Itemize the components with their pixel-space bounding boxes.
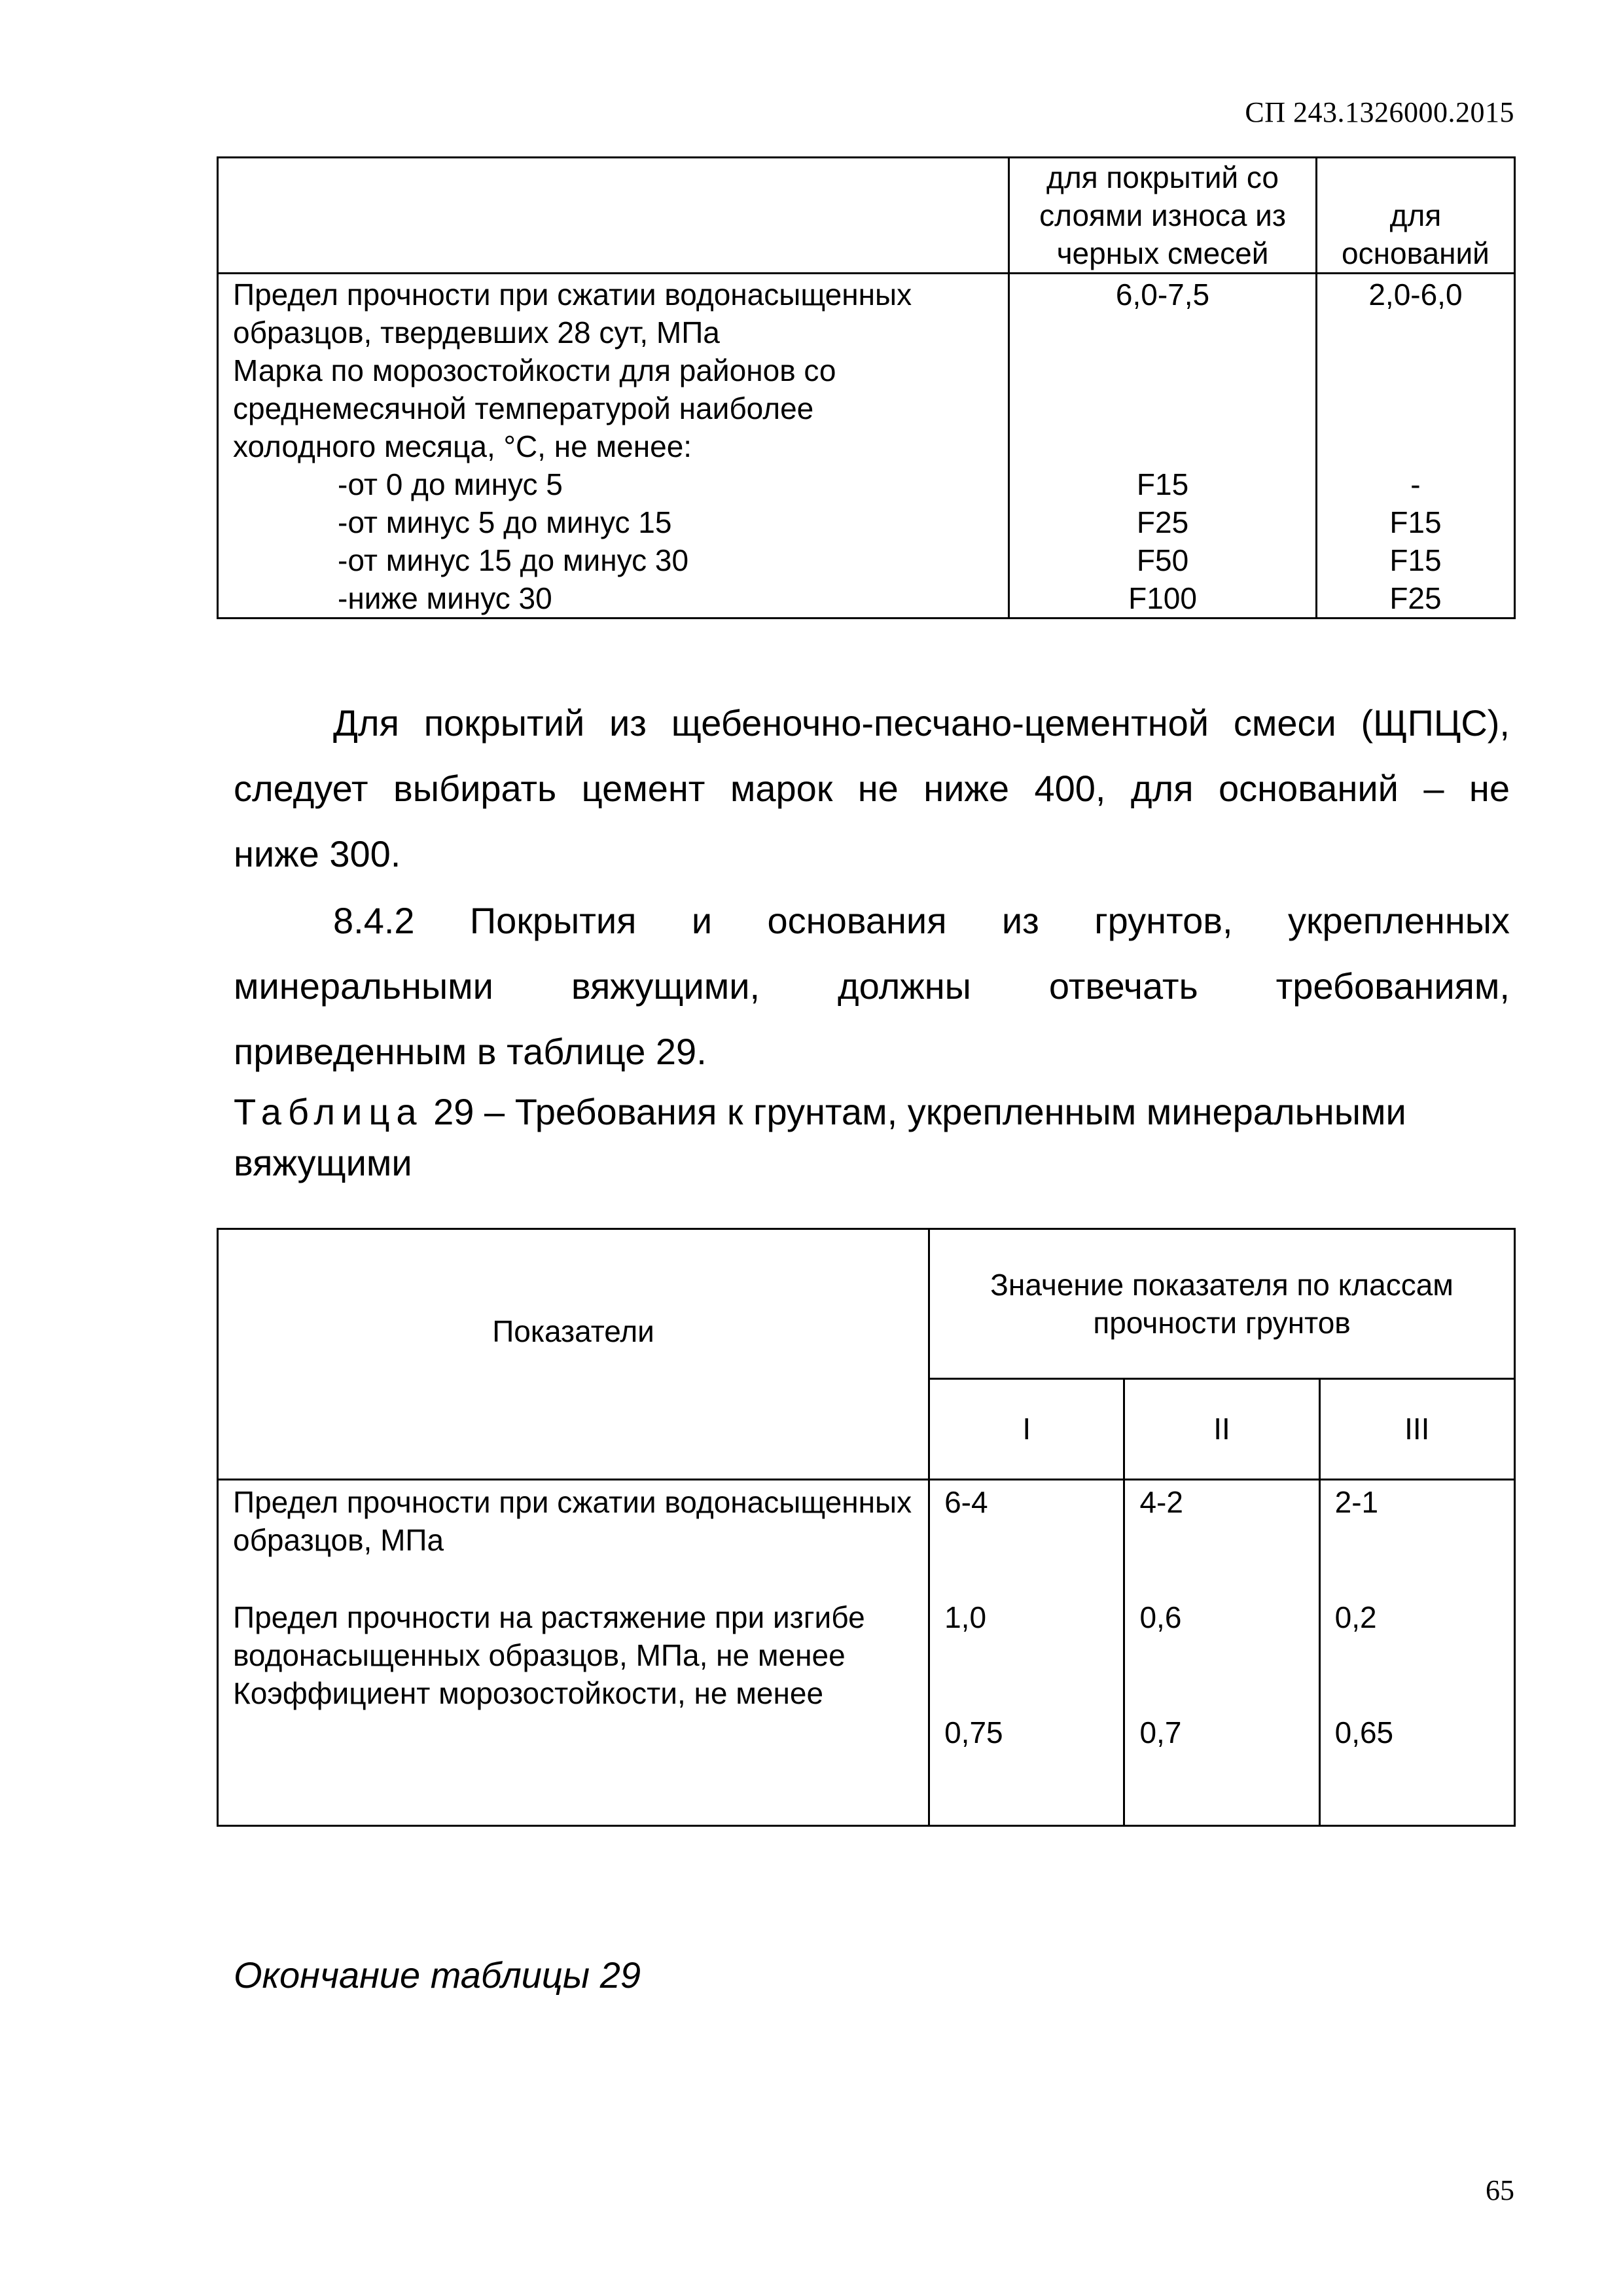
value: 0,75: [944, 1715, 1003, 1749]
indicator-name: Коэффициент морозостойкости, не менее: [233, 1676, 824, 1710]
table-29-continuation-label: Окончание таблицы 29: [234, 1954, 641, 1996]
indicator-cell: [218, 274, 1009, 619]
value: F15: [1389, 505, 1442, 539]
indicator-name: Предел прочности при сжатии водонасыщенных образцов, МПа: [233, 1485, 912, 1557]
value: 2,0-6,0: [1368, 278, 1463, 312]
value: F100: [1128, 581, 1197, 615]
value: F50: [1136, 543, 1189, 577]
caption-label: Таблица: [234, 1091, 423, 1132]
header-class-3: III: [1319, 1378, 1514, 1479]
header-strength-class-values: Значение показателя по классам прочности грунтов: [929, 1229, 1515, 1379]
class-2-values: [1124, 1480, 1319, 1826]
class-3-values: [1319, 1480, 1514, 1826]
caption-line: вяжущими: [234, 1142, 412, 1183]
indicator-cell: [218, 1480, 929, 1826]
table-29-caption: [234, 1086, 1516, 1189]
header-class-2: II: [1124, 1378, 1319, 1479]
header-class-1: I: [929, 1378, 1124, 1479]
value: 1,0: [944, 1600, 987, 1634]
value: 0,65: [1334, 1715, 1394, 1749]
value: F25: [1136, 505, 1189, 539]
header-bases: для оснований: [1316, 158, 1514, 274]
indicator-name: Предел прочности на растяжение при изгибе водонасыщенных образцов, МПа, не менее: [233, 1600, 865, 1672]
paragraph-cement-grade: [234, 691, 1510, 887]
header-indicators: Показатели: [218, 1229, 929, 1480]
table-header-row: [218, 158, 1515, 274]
value: F25: [1389, 581, 1442, 615]
value: F15: [1136, 467, 1189, 501]
value: 0,2: [1334, 1600, 1377, 1634]
values-coatings-cell: [1009, 274, 1317, 619]
indicator-line: -от 0 до минус 5: [338, 467, 563, 501]
table-29: [217, 1228, 1516, 1827]
indicator-line: холодного месяца, °С, не менее:: [233, 429, 692, 463]
caption-line: [234, 1086, 1516, 1138]
indicator-line: -от минус 5 до минус 15: [338, 505, 672, 539]
indicator-line: среднемесячной температурой наиболее: [233, 391, 814, 425]
value: -: [1410, 467, 1421, 501]
paragraph-8-4-2: [234, 888, 1510, 1085]
table-header-row: [218, 1229, 1515, 1379]
table-28-continuation: [217, 156, 1516, 619]
indicator-line: Предел прочности при сжатии водонасыщенных: [233, 278, 912, 312]
header-coatings-with-black-mix: для покрытий со слоями износа из черных смесей: [1009, 158, 1317, 274]
value: 4-2: [1139, 1485, 1183, 1519]
indicator-line: -от минус 15 до минус 30: [338, 543, 689, 577]
paragraph-line: 8.4.2 Покрытия и основания из грунтов, укрепленных: [333, 900, 1510, 941]
value: 6-4: [944, 1485, 988, 1519]
value: F15: [1389, 543, 1442, 577]
paragraph-line: следует выбирать цемент марок не ниже 400, для оснований – не: [234, 768, 1510, 809]
paragraph-line: минеральными вяжущими, должны отвечать требованиям,: [234, 965, 1510, 1007]
value: 6,0-7,5: [1115, 278, 1210, 312]
values-bases-cell: [1316, 274, 1514, 619]
page-number: 65: [1486, 2174, 1514, 2206]
table-row: [218, 274, 1515, 619]
indicator-line: образцов, твердевших 28 сут, МПа: [233, 315, 720, 350]
paragraph-line: ниже 300.: [234, 833, 401, 874]
table-row: [218, 1480, 1515, 1826]
paragraph-line: Для покрытий из щебеночно-песчано-цементной смеси (ЩПЦС),: [333, 702, 1510, 744]
value: 0,6: [1139, 1600, 1182, 1634]
caption-title: 29 – Требования к грунтам, укрепленным минеральными: [423, 1091, 1406, 1132]
empty-header-cell: [218, 158, 1009, 274]
document-code: СП 243.1326000.2015: [1245, 96, 1514, 128]
paragraph-line: приведенным в таблице 29.: [234, 1031, 707, 1072]
value: 2-1: [1334, 1485, 1379, 1519]
indicator-line: Марка по морозостойкости для районов со: [233, 353, 836, 387]
indicator-line: -ниже минус 30: [338, 581, 552, 615]
value: 0,7: [1139, 1715, 1182, 1749]
class-1-values: [929, 1480, 1124, 1826]
